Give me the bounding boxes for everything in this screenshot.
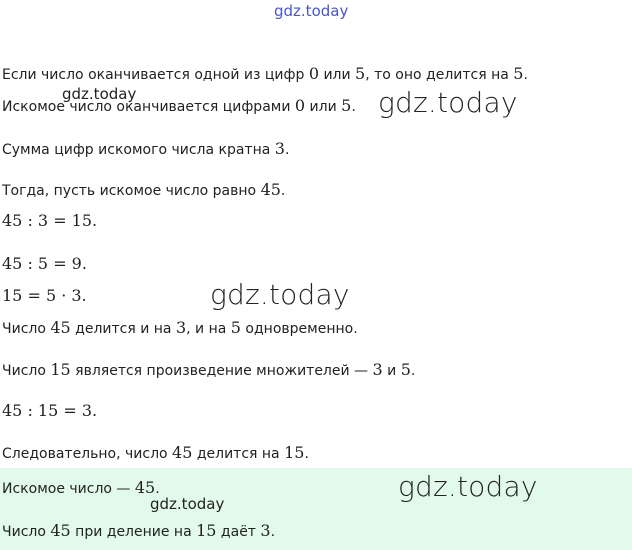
- watermark-big-1: gdz.today: [378, 86, 518, 119]
- number-ends-with: Искомое число оканчивается цифрами 0 или 5.: [2, 96, 356, 115]
- divisible-by-both: Число 45 делится и на 3, и на 5 одновременно.: [2, 318, 358, 337]
- equation-45-div-3: 45 : 3 = 15.: [2, 211, 98, 230]
- equation-45-div-5: 45 : 5 = 9.: [2, 254, 87, 273]
- assume-number: Тогда, пусть искомое число равно 45.: [2, 180, 286, 199]
- watermark-big-3: gdz.today: [398, 470, 538, 503]
- equation-15-product: 15 = 5 · 3.: [2, 286, 87, 305]
- watermark-small-1: gdz.today: [62, 85, 137, 103]
- check-line: Число 45 при деление на 15 даёт 3.: [2, 521, 276, 540]
- answer-line: Искомое число — 45.: [2, 478, 160, 497]
- fifteen-is-product: Число 15 является произведение множителей — 3 и 5.: [2, 360, 416, 379]
- rule-divisibility-by-5: Если число оканчивается одной из цифр 0 или 5, то оно делится на 5.: [2, 64, 528, 83]
- conclusion: Следовательно, число 45 делится на 15.: [2, 443, 309, 462]
- watermark-top: gdz.today: [274, 2, 349, 20]
- digit-sum-multiple-of-3: Сумма цифр искомого числа кратна 3.: [2, 139, 290, 158]
- watermark-small-2: gdz.today: [150, 495, 225, 513]
- watermark-big-2: gdz.today: [210, 278, 350, 311]
- equation-45-div-15: 45 : 15 = 3.: [2, 401, 98, 420]
